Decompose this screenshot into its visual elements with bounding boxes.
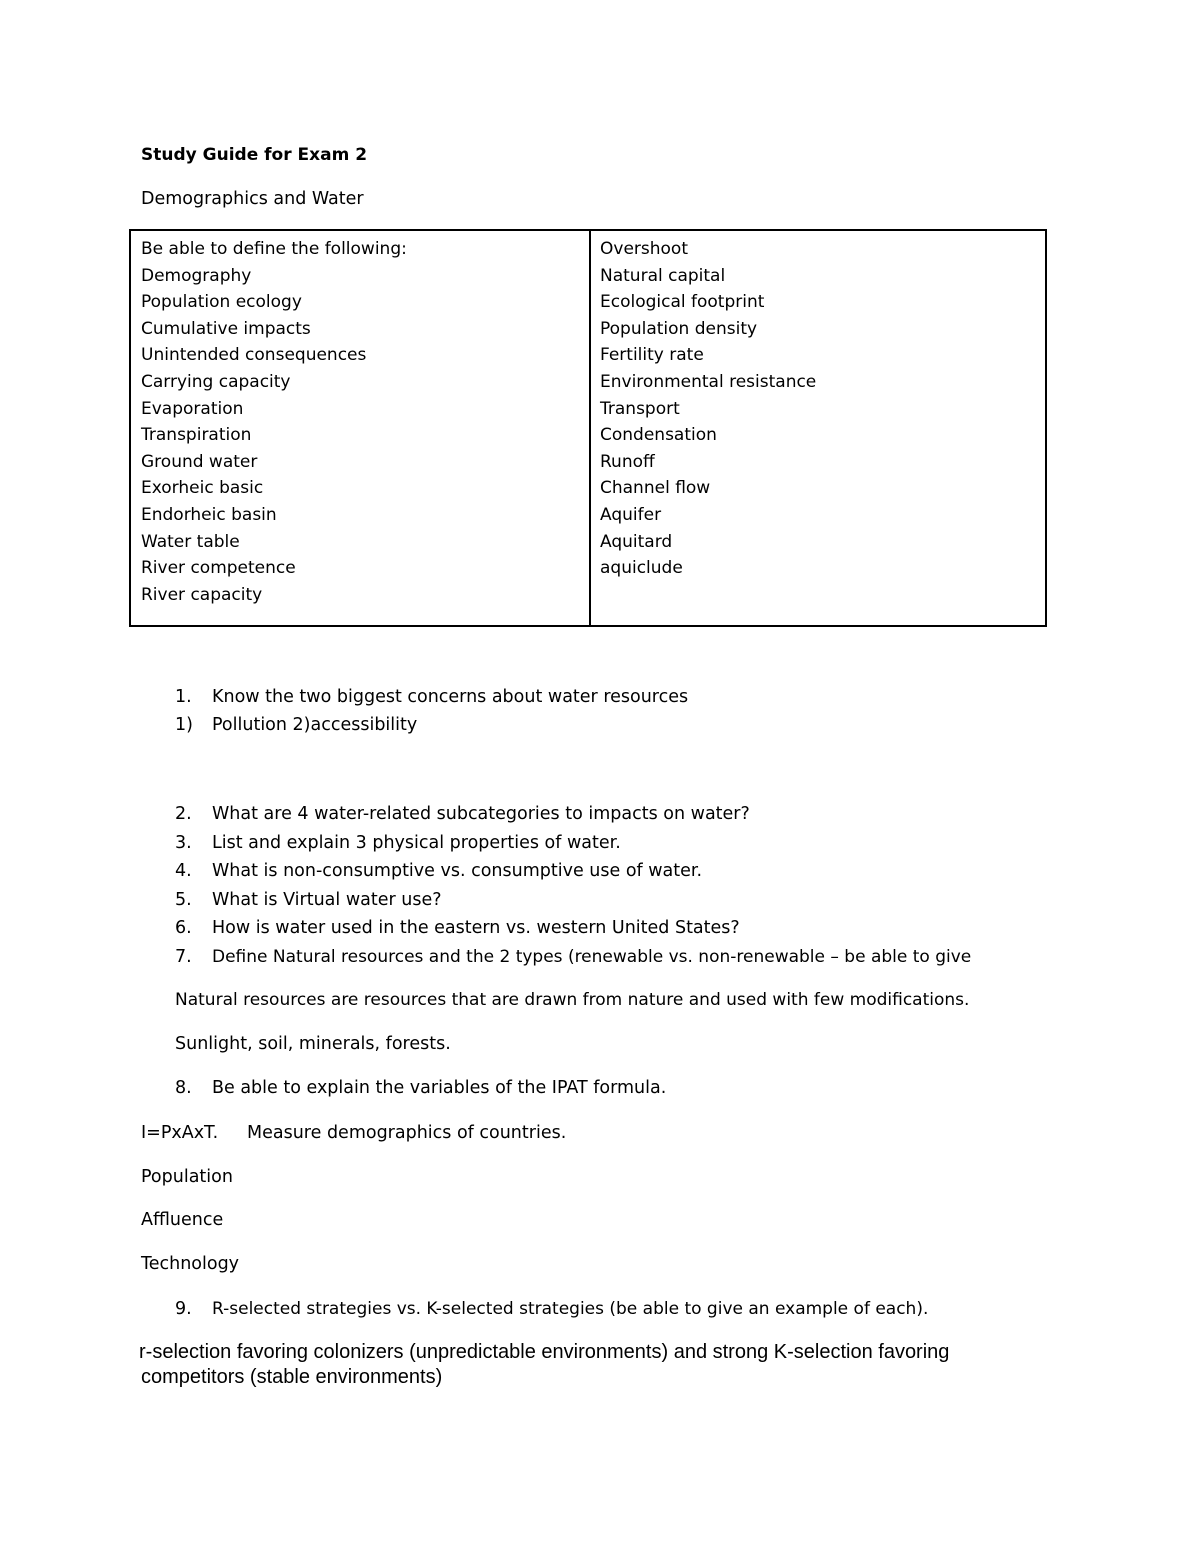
question-text: Define Natural resources and the 2 types (renewable vs. non-renewable – be able to give bbox=[212, 947, 972, 967]
question-number: 9. bbox=[175, 1299, 192, 1319]
term-left: Demography bbox=[141, 265, 252, 286]
question-text: What is non-consumptive vs. consumptive use of water. bbox=[212, 861, 703, 881]
term-right: Runoff bbox=[600, 451, 655, 472]
term-right: Aquifer bbox=[600, 504, 662, 525]
term-left: Evaporation bbox=[141, 398, 244, 419]
term-right: Environmental resistance bbox=[600, 371, 817, 392]
question-number: 5. bbox=[175, 890, 192, 910]
term-left: Population ecology bbox=[141, 292, 302, 313]
question-text: R-selected strategies vs. K-selected strategies (be able to give an example of each). bbox=[212, 1299, 929, 1319]
term-left: Be able to define the following: bbox=[141, 239, 407, 259]
document-subtitle: Demographics and Water bbox=[141, 189, 364, 209]
term-left: Exorheic basic bbox=[141, 478, 264, 499]
question-text: List and explain 3 physical properties of water. bbox=[212, 833, 621, 853]
ipat-variable: Population bbox=[141, 1167, 233, 1187]
term-right: Fertility rate bbox=[600, 345, 704, 366]
question-text: How is water used in the eastern vs. western United States? bbox=[212, 918, 740, 938]
answer-number: 1) bbox=[175, 715, 193, 735]
answer-paragraph: Natural resources are resources that are drawn from nature and used with few modifications. bbox=[175, 990, 970, 1010]
term-left: Carrying capacity bbox=[141, 371, 291, 392]
question-number: 1. bbox=[175, 687, 192, 707]
question-text: What are 4 water-related subcategories to impacts on water? bbox=[212, 804, 750, 824]
terms-table bbox=[129, 229, 1047, 627]
question-text: What is Virtual water use? bbox=[212, 890, 442, 910]
term-left: River capacity bbox=[141, 584, 263, 605]
question-number: 4. bbox=[175, 861, 192, 881]
question-text: Be able to explain the variables of the IPAT formula. bbox=[212, 1078, 667, 1098]
question-number: 7. bbox=[175, 947, 192, 967]
question-number: 6. bbox=[175, 918, 192, 938]
term-left: Endorheic basin bbox=[141, 504, 277, 525]
terms-right-column bbox=[600, 236, 816, 582]
term-right: Ecological footprint bbox=[600, 292, 765, 313]
term-right: Condensation bbox=[600, 425, 717, 446]
answer-paragraph: competitors (stable environments) bbox=[141, 1366, 443, 1388]
ipat-variable: Technology bbox=[141, 1254, 240, 1274]
answer-paragraph: Sunlight, soil, minerals, forests. bbox=[175, 1034, 451, 1054]
ipat-variable: Affluence bbox=[141, 1210, 224, 1230]
term-right: Population density bbox=[600, 318, 758, 339]
term-right: Transport bbox=[600, 398, 680, 419]
term-right: Overshoot bbox=[600, 239, 688, 259]
term-right: Channel flow bbox=[600, 478, 711, 499]
question-text: Know the two biggest concerns about water resources bbox=[212, 687, 689, 707]
term-left: Transpiration bbox=[141, 425, 252, 446]
question-number: 3. bbox=[175, 833, 192, 853]
term-left: Cumulative impacts bbox=[141, 318, 311, 339]
term-right: aquiclude bbox=[600, 558, 683, 579]
term-right: Aquitard bbox=[600, 531, 673, 552]
term-left: River competence bbox=[141, 558, 296, 579]
document-title: Study Guide for Exam 2 bbox=[141, 145, 368, 165]
question-number: 8. bbox=[175, 1078, 192, 1098]
term-left: Ground water bbox=[141, 451, 258, 472]
ipat-note: Measure demographics of countries. bbox=[247, 1123, 567, 1143]
table-column-divider bbox=[589, 231, 591, 625]
term-left: Unintended consequences bbox=[141, 345, 367, 366]
ipat-formula: I=PxAxT. bbox=[141, 1123, 219, 1143]
terms-left-column bbox=[141, 236, 407, 608]
term-left: Water table bbox=[141, 531, 240, 552]
term-right: Natural capital bbox=[600, 265, 726, 286]
answer-text: Pollution 2)accessibility bbox=[212, 715, 418, 735]
answer-paragraph: r-selection favoring colonizers (unpredictable environments) and strong K-selection favoring bbox=[139, 1341, 950, 1363]
question-number: 2. bbox=[175, 804, 192, 824]
